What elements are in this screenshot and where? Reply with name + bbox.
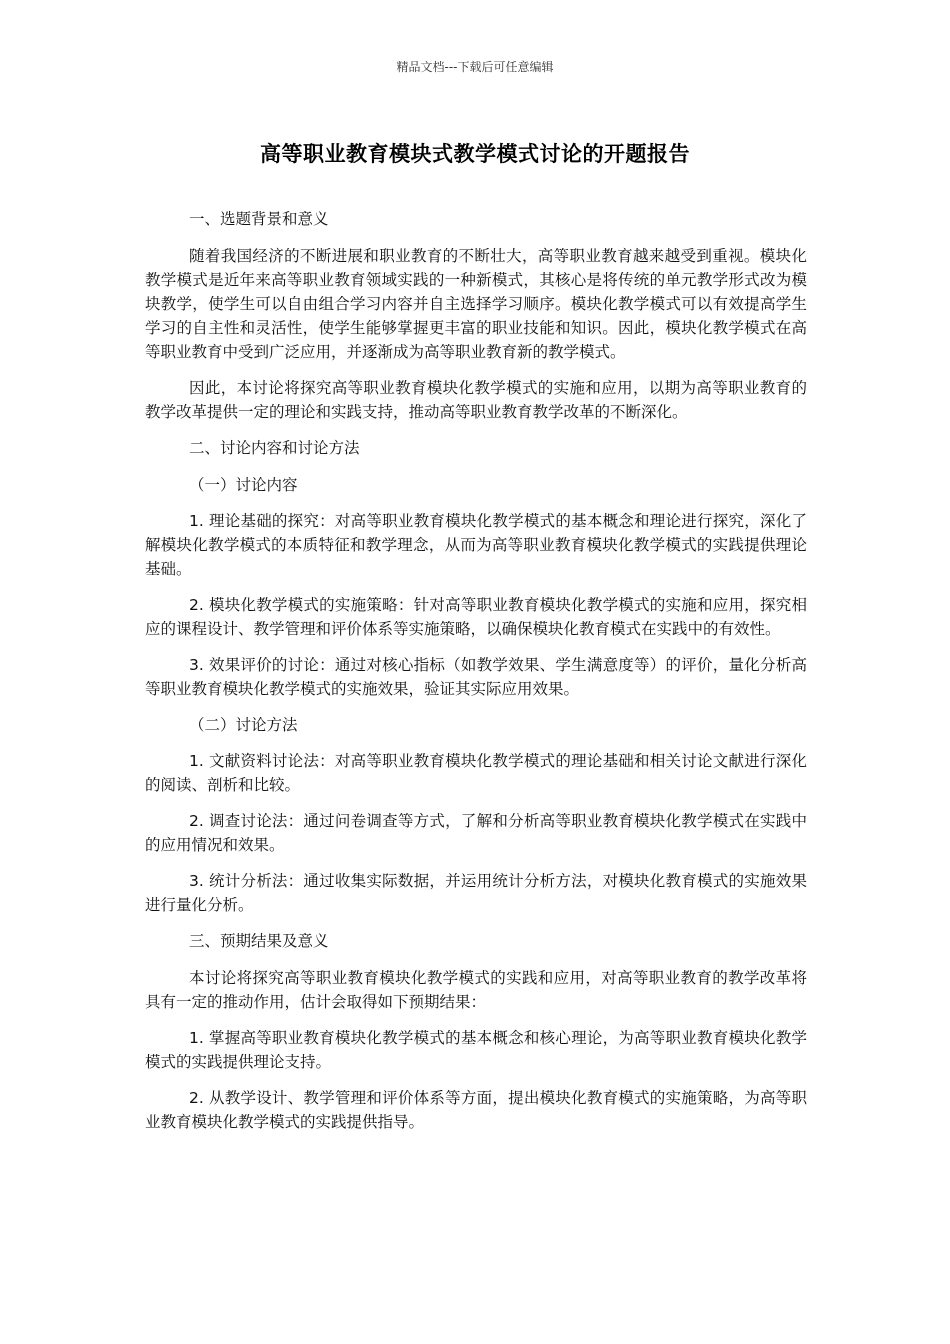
subsection-heading-method: （二）讨论方法 <box>189 716 298 734</box>
paragraph-content-1: 1. 理论基础的探究：对高等职业教育模块化教学模式的基本概念和理论进行探究，深化了解模块化教学模式的本质特征和教学理念，从而为高等职业教育模块化教学模式的实践提供理论基础。 <box>145 512 807 578</box>
paragraph-content-2: 2. 模块化教学模式的实施策略：针对高等职业教育模块化教学模式的实施和应用，探究相应的课程设计、教学管理和评价体系等实施策略，以确保模块化教育模式在实践中的有效性。 <box>145 596 807 638</box>
document-body <box>145 207 807 1146</box>
paragraph-results-1: 1. 掌握高等职业教育模块化教学模式的基本概念和核心理论，为高等职业教育模块化教学模式的实践提供理论支持。 <box>145 1029 807 1071</box>
section-heading-content-method: 二、讨论内容和讨论方法 <box>189 439 360 457</box>
section-heading-background: 一、选题背景和意义 <box>189 210 329 228</box>
paragraph-method-3: 3. 统计分析法：通过收集实际数据，并运用统计分析方法，对模块化教育模式的实施效果进行量化分析。 <box>145 872 807 914</box>
document-title: 高等职业教育模块式教学模式讨论的开题报告 <box>260 142 690 166</box>
paragraph-method-1: 1. 文献资料讨论法：对高等职业教育模块化教学模式的理论基础和相关讨论文献进行深化的阅读、剖析和比较。 <box>145 752 807 794</box>
paragraph-background-2: 因此，本讨论将探究高等职业教育模块化教学模式的实施和应用，以期为高等职业教育的教学改革提供一定的理论和实践支持，推动高等职业教育教学改革的不断深化。 <box>145 379 807 421</box>
paragraph-background-1: 随着我国经济的不断进展和职业教育的不断壮大，高等职业教育越来越受到重视。模块化教学模式是近年来高等职业教育领域实践的一种新模式，其核心是将传统的单元教学形式改为模块教学，使学生可以自由组合学习内容并自主选择学习顺序。模块化教学模式可以有效提高学生学习的自主性和灵活性，使学生能够掌握更丰富的职业技能和知识。因此，模块化教学模式在高等职业教育中受到广泛应用，并逐渐成为高等职业教育新的教学模式。 <box>145 247 807 361</box>
paragraph-method-2: 2. 调查讨论法：通过问卷调查等方式，了解和分析高等职业教育模块化教学模式在实践中的应用情况和效果。 <box>145 812 807 854</box>
subsection-heading-content: （一）讨论内容 <box>189 476 298 494</box>
paragraph-results-intro: 本讨论将探究高等职业教育模块化教学模式的实践和应用，对高等职业教育的教学改革将具有一定的推动作用，估计会取得如下预期结果： <box>145 969 807 1011</box>
paragraph-content-3: 3. 效果评价的讨论：通过对核心指标（如教学效果、学生满意度等）的评价，量化分析高等职业教育模块化教学模式的实施效果，验证其实际应用效果。 <box>145 656 807 698</box>
paragraph-results-2: 2. 从教学设计、教学管理和评价体系等方面，提出模块化教育模式的实施策略，为高等职业教育模块化教学模式的实践提供指导。 <box>145 1089 807 1131</box>
header-note: 精品文档---下载后可任意编辑 <box>396 60 554 74</box>
section-heading-expected-results: 三、预期结果及意义 <box>189 932 329 950</box>
